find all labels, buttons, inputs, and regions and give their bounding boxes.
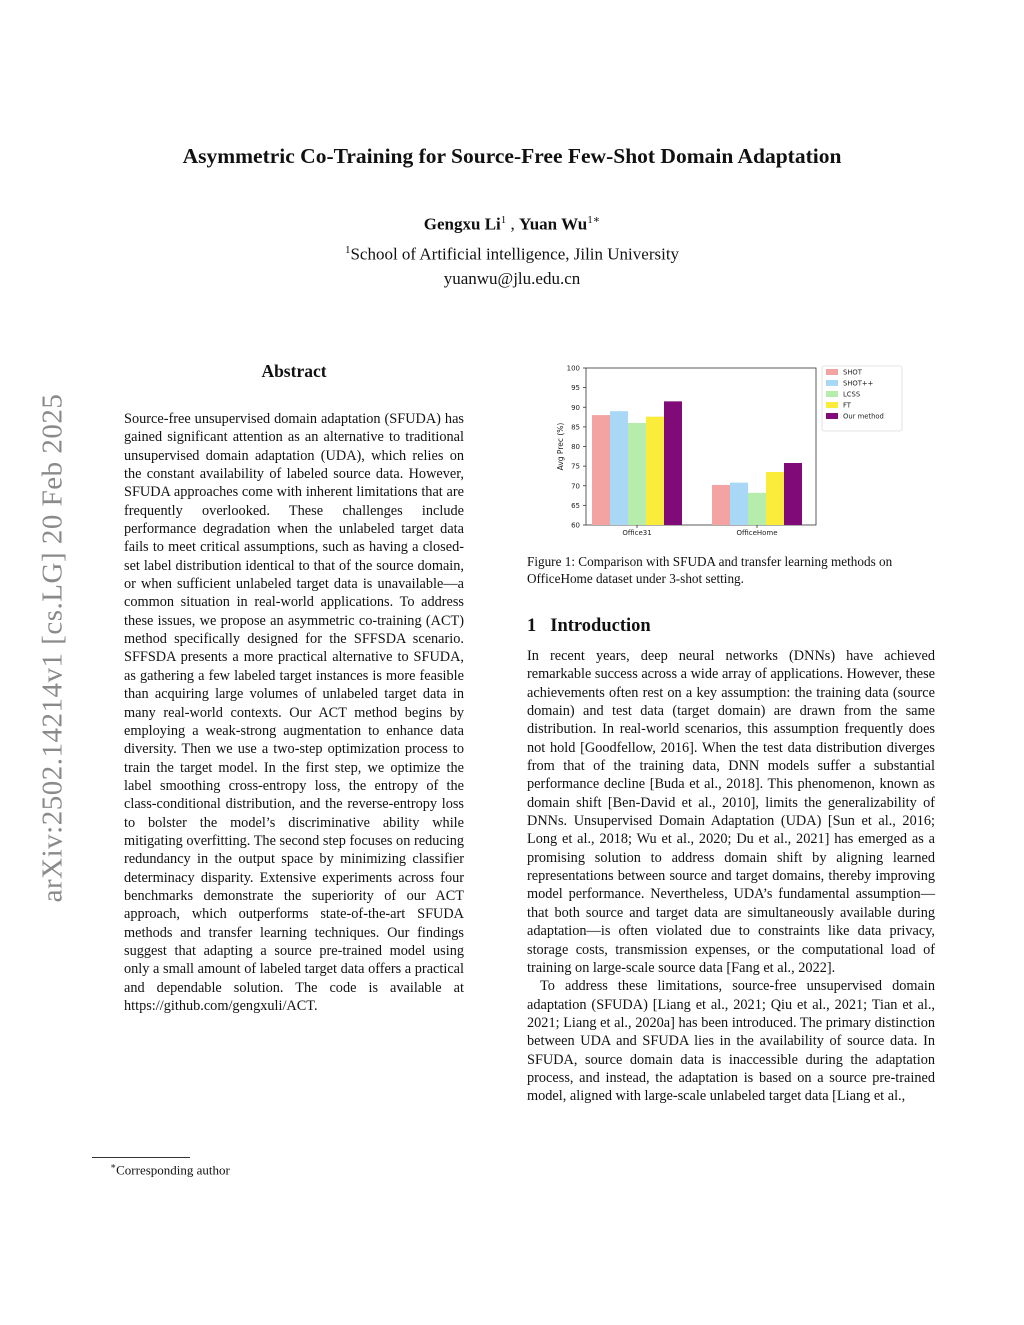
footnote-rule	[92, 1157, 190, 1158]
figure-1-bar-chart	[546, 358, 926, 543]
legend-label: FT	[843, 401, 851, 410]
affiliation-text: School of Artificial intelligence, Jilin University	[350, 244, 680, 264]
paragraph: To address these limitations, source-free unsupervised domain adaptation (SFUDA) [Liang et al., 2021; Qiu et al., 2021; Tian et al., 2021; Liang et al., 2020a] has been introduced. The primary distinction between UDA and SFUDA lies in the availability of source data. In SFUDA, source domain data is inaccessible during the adaptation process, and instead, the adaptation is based on a source pre-trained model, aligned with large-scale unlabeled target data [Liang et al.,	[527, 978, 935, 1105]
legend-label: Our method	[843, 412, 884, 421]
bar-lcss-officehome	[748, 493, 766, 525]
y-tick-label: 80	[571, 443, 580, 451]
section-number: 1	[527, 616, 537, 636]
legend-label: SHOT	[843, 368, 862, 377]
y-tick-label: 75	[571, 462, 580, 471]
affiliation-mark: 1	[344, 244, 351, 256]
figure-caption: Figure 1: Comparison with SFUDA and transfer learning methods on OfficeHome dataset under 3-shot setting.	[527, 554, 893, 586]
bar-shot-officehome	[712, 485, 730, 525]
author-separator: ,	[506, 214, 520, 234]
introduction-body	[527, 647, 935, 1106]
bar-our-method-officehome	[784, 463, 802, 525]
bar-shot--office31	[610, 411, 628, 525]
legend-swatch	[826, 369, 838, 375]
y-axis-label: Avg Prec (%)	[556, 422, 565, 471]
legend-label: SHOT++	[843, 379, 874, 388]
legend-swatch	[826, 380, 838, 386]
author-email: yuanwu@jlu.edu.cn	[443, 269, 581, 288]
footnote-mark: ∗	[110, 1161, 117, 1171]
legend-swatch	[826, 413, 838, 419]
author-line	[0, 213, 1024, 235]
y-tick-label: 85	[571, 423, 580, 432]
legend-label: LCSS	[843, 390, 861, 399]
y-tick-label: 95	[571, 384, 580, 393]
footnote-text: Corresponding author	[116, 1162, 230, 1178]
bar-our-method-office31	[664, 401, 682, 525]
y-tick-label: 60	[571, 521, 580, 530]
paragraph: In recent years, deep neural networks (DNNs) have achieved remarkable success across a wide array of applications. However, these achievements often rest on a key assumption: the training data (source domain) and test data (target domain) are drawn from the same distribution. In real-world scenarios, this assumption frequently does not hold [Goodfellow, 2016]. When the test data distribution diverges from that of the training data, DNN models suffer a substantial performance decline [Buda et al., 2018]. This phenomenon, known as domain shift [Ben-David et al., 2010], limits the generalizability of DNNs. Unsupervised Domain Adaptation (UDA) [Sun et al., 2016; Long et al., 2018; Wu et al., 2020; Du et al., 2021] has emerged as a promising solution to address domain shift by aligning learned representations between source and target domains, thereby improving model performance. Nevertheless, UDA’s fundamental assumption—that both source and target data are simultaneously available during adaptation—is often violated due to constraints like data privacy, storage costs, transmission expenses, or the computational load of training on large-scale source data [Fang et al., 2022].	[527, 648, 935, 976]
x-tick-label: Office31	[622, 529, 652, 537]
legend-swatch	[826, 391, 838, 397]
bar-ft-officehome	[766, 472, 784, 525]
bar-shot--officehome	[730, 483, 748, 525]
y-tick-label: 65	[571, 501, 580, 510]
author-name: Yuan Wu	[519, 214, 588, 234]
abstract-heading: Abstract	[261, 361, 327, 381]
bar-shot-office31	[592, 415, 610, 525]
paper-title: Asymmetric Co-Training for Source-Free Few-Shot Domain Adaptation	[182, 144, 842, 168]
legend-box	[822, 366, 902, 431]
abstract-text: Source-free unsupervised domain adaptation (SFUDA) has gained significant attention as an alternative to traditional unsupervised domain adaptation (UDA), which relies on the constant availability of labeled source data. However, SFUDA approaches come with inherent limitations that are frequently overlooked. These challenges include performance degradation when the unlabeled target data fails to meet critical assumptions, such as having a closed-set label distribution identical to that of the source domain, or when sufficient unlabeled target data is unavailable—a common situation in real-world applications. To address these issues, we propose an asymmetric co-training (ACT) method specifically designed for the SFFSDA scenario. SFFSDA presents a more practical alternative to SFUDA, as gathering a few labeled target instances is more feasible than acquiring large volumes of unlabeled target data in many real-world contexts. Our ACT method begins by employing a weak-strong augmentation to enhance data diversity. Then we use a two-step optimization process to train the target model. In the first step, we optimize the label smoothing cross-entropy loss, the entropy of the class-conditional distribution, and the reverse-entropy loss to bolster the model’s discriminative ability while mitigating overfitting. The second step focuses on reducing redundancy in the output space by minimizing classifier determinacy disparity. Extensive experiments across four benchmarks demonstrate the superiority of our ACT approach, which outperforms state-of-the-art SFUDA methods and transfer learning techniques. Our findings suggest that adapting a source pre-trained model using only a small amount of labeled target data offers a practical and dependable solution. The code is available at https://github.com/gengxuli/ACT.	[124, 411, 464, 1014]
author-name: Gengxu Li	[423, 214, 501, 234]
bar-lcss-office31	[628, 423, 646, 525]
arxiv-identifier: arXiv:2502.14214v1 [cs.LG] 20 Feb 2025	[36, 393, 69, 903]
y-tick-label: 90	[571, 403, 580, 412]
affiliation-mark: 1	[500, 214, 507, 226]
bar-ft-office31	[646, 417, 664, 525]
footnote	[110, 1161, 230, 1178]
y-tick-label: 100	[566, 364, 580, 373]
x-tick-label: OfficeHome	[736, 529, 778, 537]
section-heading-introduction	[527, 616, 651, 637]
y-tick-label: 70	[571, 482, 580, 491]
legend-swatch	[826, 402, 838, 408]
affiliation-mark: 1∗	[587, 214, 601, 226]
section-title: Introduction	[550, 616, 651, 636]
affiliation	[0, 244, 1024, 265]
